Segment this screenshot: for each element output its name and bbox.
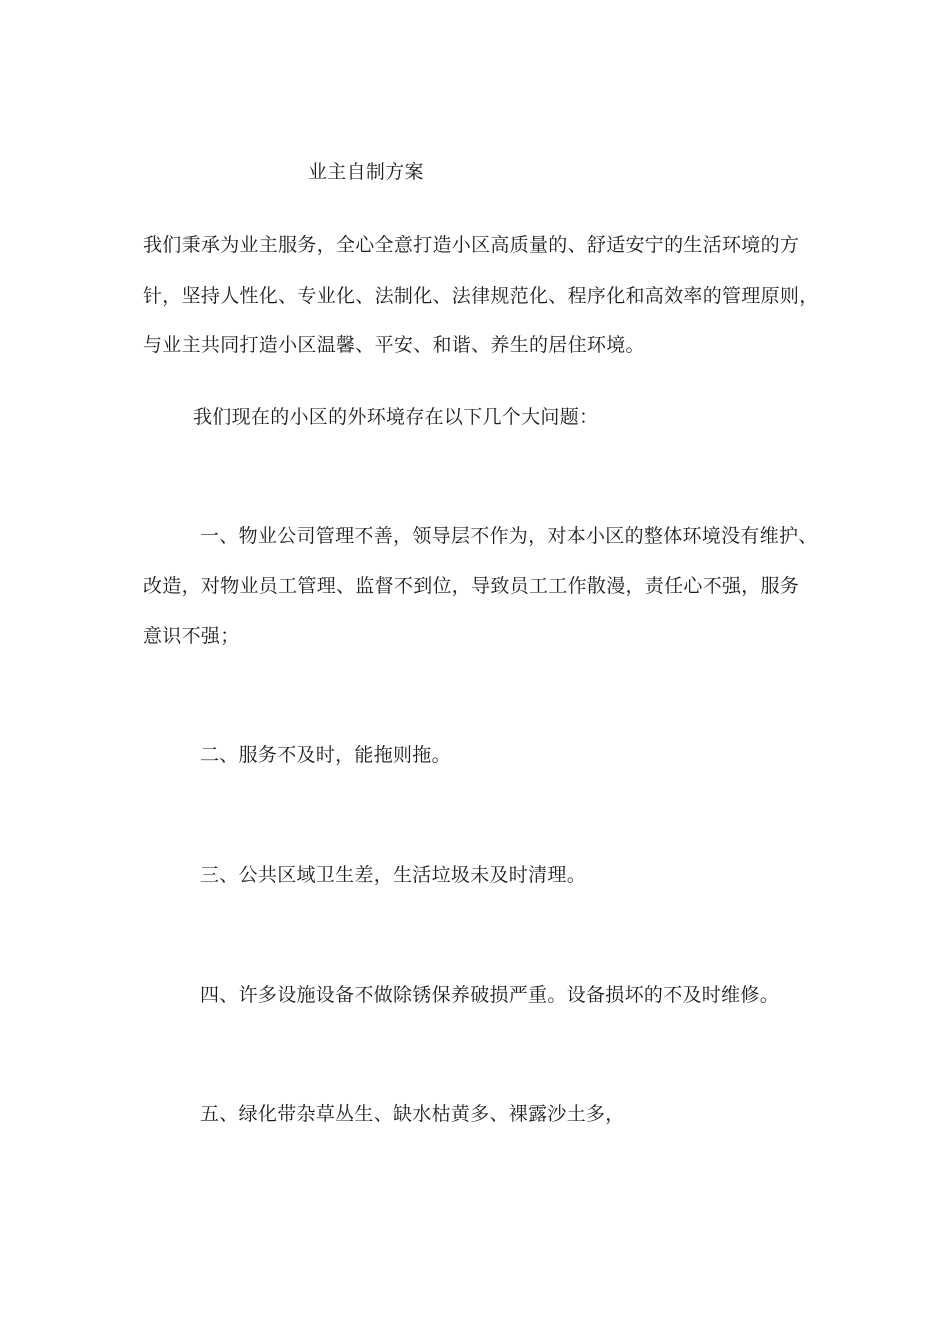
problem-item-1-line-1: 一、物业公司管理不善，领导层不作为，对本小区的整体环境没有维护、 [200, 525, 818, 547]
problem-item-4: 四、许多设施设备不做除锈保养破损严重。设备损坏的不及时维修。 [200, 984, 780, 1006]
problem-item-2: 二、服务不及时，能拖则拖。 [200, 744, 451, 766]
intro-line-2: 针，坚持人性化、专业化、法制化、法律规范化、程序化和高效率的管理原则， [143, 285, 819, 307]
intro-line-3: 与业主共同打造小区温馨、平安、和谐、养生的居住环境。 [143, 334, 645, 356]
problems-heading: 我们现在的小区的外环境存在以下几个大问题： [193, 406, 599, 428]
intro-line-1: 我们秉承为业主服务，全心全意打造小区高质量的、舒适安宁的生活环境的方 [143, 234, 800, 256]
document-title: 业主自制方案 [308, 161, 424, 183]
problem-item-5: 五、绿化带杂草丛生、缺水枯黄多、裸露沙土多， [200, 1103, 625, 1125]
problem-item-1-line-2: 改造，对物业员工管理、监督不到位，导致员工工作散漫，责任心不强，服务 [143, 575, 800, 597]
problem-item-1-line-3: 意识不强； [143, 625, 240, 647]
problem-item-3: 三、公共区域卫生差，生活垃圾未及时清理。 [200, 864, 587, 886]
